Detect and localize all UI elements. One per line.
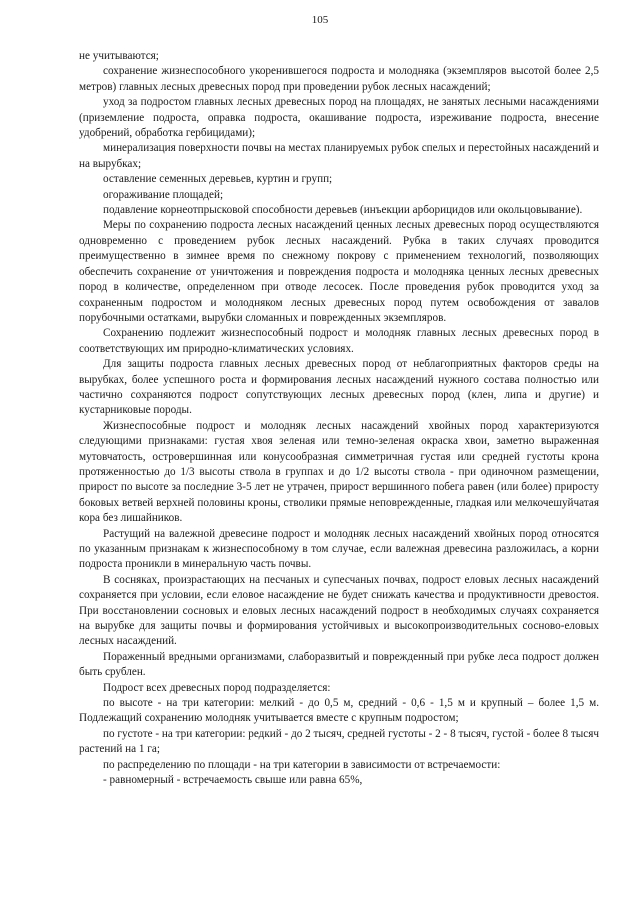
paragraph: минерализация поверхности почвы на местах планируемых рубок спелых и перестойных насаждений и на вырубках; (79, 142, 600, 170)
paragraph: В сосняках, произрастающих на песчаных и супесчаных почвах, подрост еловых лесных насаждений сохраняется при условии, если еловое насаждение не будет снижать качества и продуктивности древостоя. При восстановлении сосновых и еловых лесных насаждений подрост в необходимых случаях сохраняется на вырубке для защиты почвы и формирования устойчивых и высокопроизводительных сосново-еловых лесных насаждений. (79, 573, 599, 648)
paragraph: огораживание площадей; (103, 188, 224, 201)
paragraph: Растущий на валежной древесине подрост и молодняк лесных насаждений хвойных пород относятся по указанным признакам к жизнеспособному в том случае, если валежная древесина разложилась, а корни подроста проникли в минеральную часть почвы. (79, 527, 599, 571)
paragraph: подавление корнеотпрысковой способности деревьев (инъекции арборицидов или окольцовывание). (103, 204, 583, 217)
paragraph: оставление семенных деревьев, куртин и групп; (103, 173, 333, 186)
paragraph: Сохранению подлежит жизнеспособный подрост и молодняк главных лесных древесных пород в соответствующих им природно-климатических условиях. (79, 327, 599, 355)
paragraph: сохранение жизнеспособного укоренившегося подроста и молодняка (экземпляров высотой более 2,5 метров) главных лесных древесных пород при проведении рубок лесных насаждений; (79, 65, 599, 93)
paragraph: Жизнеспособные подрост и молодняк лесных насаждений хвойных пород характеризуются следующими признаками: густая хвоя зеленая или темно-зеленая окраска хвои, заметно выраженная мутовчатость, островершинная или конусообразная симметричная густая или средней густоты крона протяженностью до 1/3 высоты ствола в группах и до 1/2 высоты ствола - при одиночном размещении, прирост по высоте за последние 3-5 лет не утрачен, прирост вершинного побега равен (или более) приросту боковых ветвей верхней половины кроны, стволики прямые неповрежденные, гладкая или мелкочешуйчатая кора без лишайников. (79, 419, 599, 525)
paragraph: Подрост всех древесных пород подразделяется: (103, 681, 331, 694)
paragraph: по распределению по площади - на три категории в зависимости от встречаемости: (103, 758, 501, 771)
paragraph: Для защиты подроста главных лесных древесных пород от неблагоприятных факторов среды на вырубках, более успешного роста и формирования лесных насаждений нужного состава полностью или частично сохраняются подрост сопутствующих лесных древесных пород (клен, липа и другие) и кустарниковые породы. (79, 358, 599, 417)
paragraph: Меры по сохранению подроста лесных насаждений ценных лесных древесных пород осуществляются одновременно с проведением рубок лесных насаждений. Рубка в таких случаях проводится преимущественно в зимнее время по снежному покрову с применением технологий, позволяющих обеспечить сохранение от уничтожения и повреждения подроста и молодняка ценных лесных древесных пород в количестве, определенном при отводе лесосек. После проведения рубок проводится уход за сохраненным подростом и молодняком лесных древесных пород путем освобождения от завалов порубочными остатками, вырубки сломанных и поврежденных экземпляров. (79, 219, 599, 324)
body-text (79, 49, 599, 789)
page-number: 105 (311, 14, 329, 26)
paragraph: Пораженный вредными организмами, слаборазвитый и поврежденный при рубке леса подрост должен быть срублен. (79, 650, 599, 679)
paragraph: уход за подростом главных лесных древесных пород на площадях, не занятых лесными насаждениями (приземление подроста, оправка подроста, окашивание подроста, изреживание подроста, внесение удобрений, обработка гербицидами); (79, 96, 599, 140)
paragraph: не учитываются; (79, 50, 159, 62)
paragraph: - равномерный - встречаемость свыше или равна 65%, (103, 774, 363, 787)
paragraph: по густоте - на три категории: редкий - до 2 тысяч, средней густоты - 2 - 8 тысяч, густой - более 8 тысяч растений на 1 га; (79, 727, 599, 756)
paragraph: по высоте - на три категории: мелкий - до 0,5 м, средний - 0,6 - 1,5 м и крупный – более 1,5 м. Подлежащий сохранению молодняк учитывается вместе с крупным подростом; (79, 697, 599, 725)
